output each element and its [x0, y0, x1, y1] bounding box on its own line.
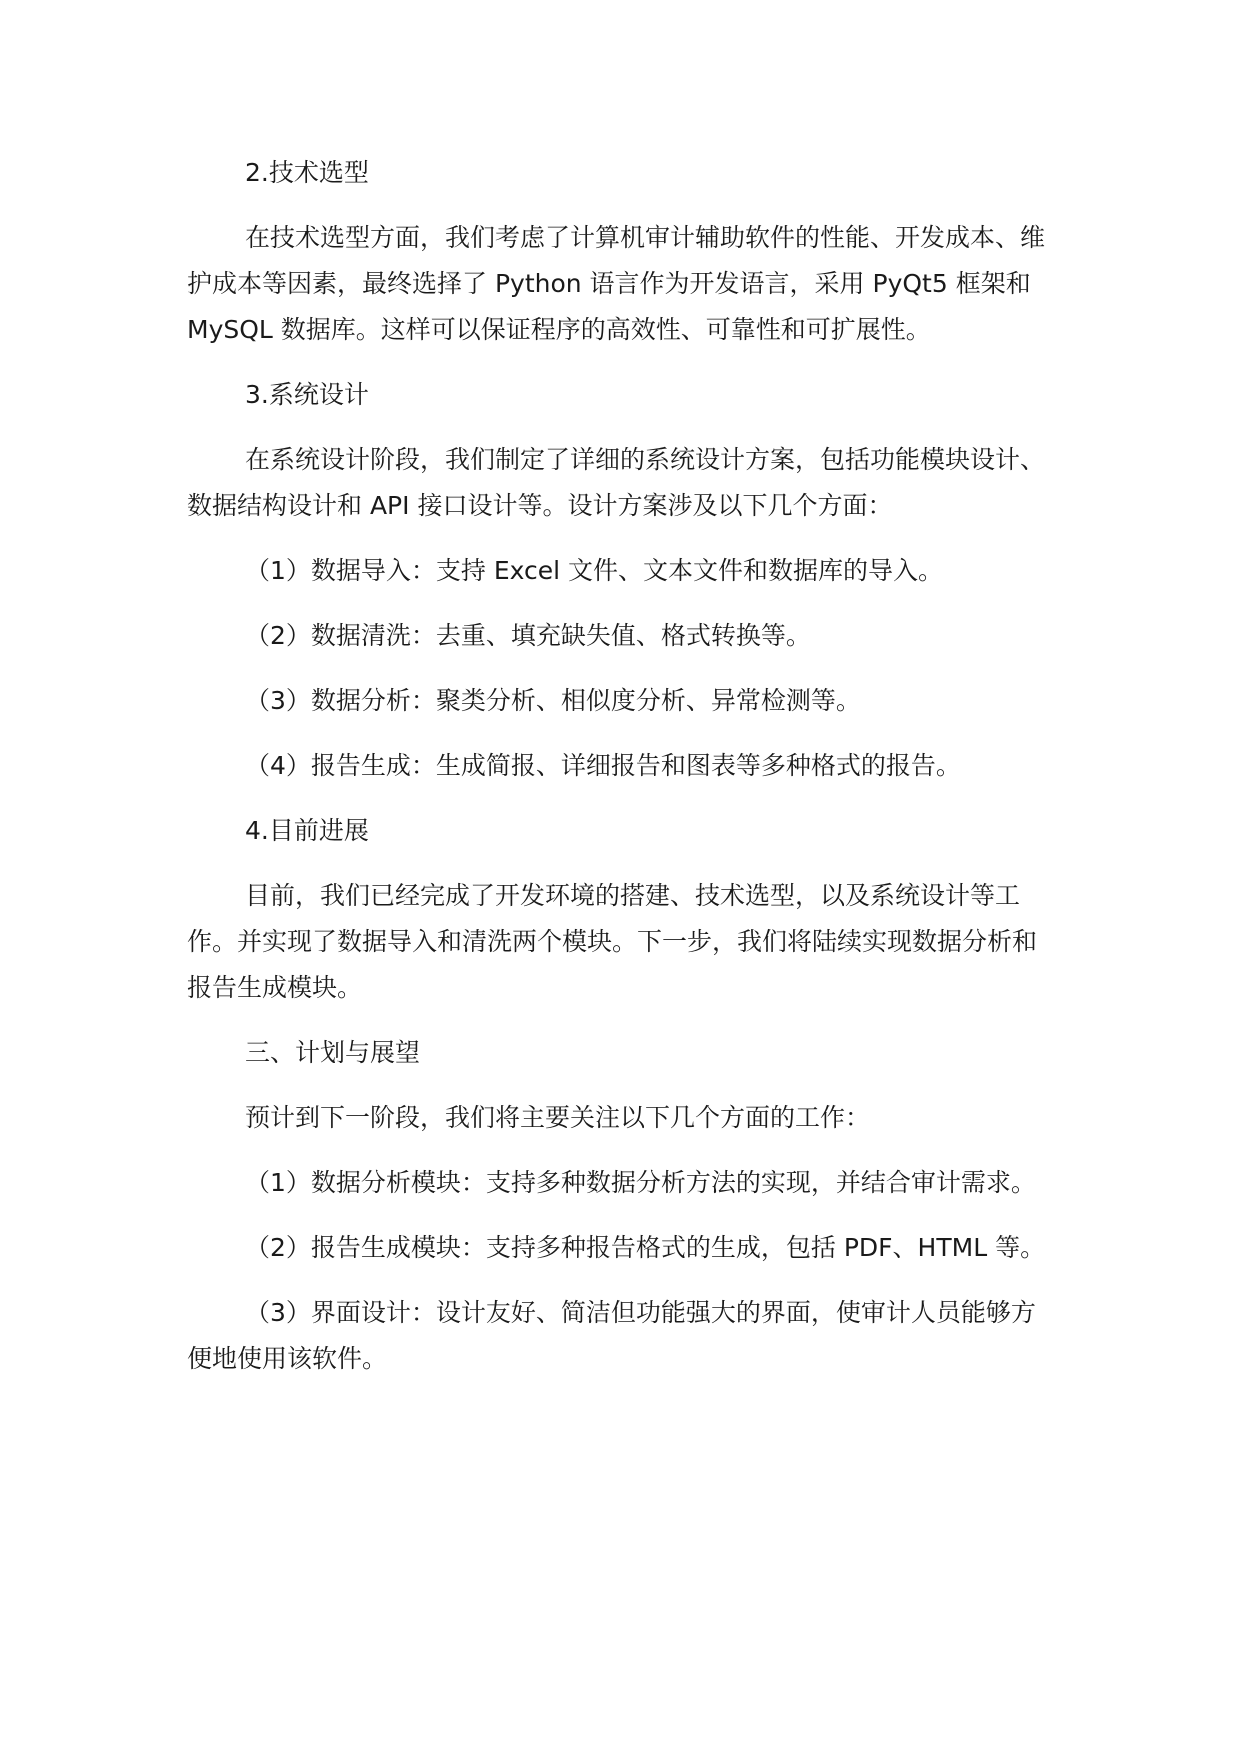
design-list-item: （2）数据清洗：去重、填充缺失值、格式转换等。: [245, 621, 811, 650]
heading-system-design: 3.系统设计: [245, 380, 369, 409]
plan-intro-paragraph: 预计到下一阶段，我们将主要关注以下几个方面的工作：: [245, 1103, 871, 1132]
design-list-item: （3）数据分析：聚类分析、相似度分析、异常检测等。: [245, 686, 861, 715]
design-list-item: （1）数据导入：支持 Excel 文件、文本文件和数据库的导入。: [245, 556, 944, 585]
document-body: [187, 150, 1052, 1382]
plan-list-item: （1）数据分析模块：支持多种数据分析方法的实现，并结合审计需求。: [245, 1168, 1036, 1197]
design-list-item: （4）报告生成：生成简报、详细报告和图表等多种格式的报告。: [245, 751, 961, 780]
system-design-paragraph: 在系统设计阶段，我们制定了详细的系统设计方案，包括功能模块设计、数据结构设计和 API 接口设计等。设计方案涉及以下几个方面：: [187, 445, 1046, 520]
progress-paragraph: 目前，我们已经完成了开发环境的搭建、技术选型，以及系统设计等工作。并实现了数据导入和清洗两个模块。下一步，我们将陆续实现数据分析和报告生成模块。: [187, 881, 1038, 1002]
tech-selection-paragraph: 在技术选型方面，我们考虑了计算机审计辅助软件的性能、开发成本、维护成本等因素，最终选择了 Python 语言作为开发语言，采用 PyQt5 框架和 MySQL 数据库。这样可以保证程序的高效性、可靠性和可扩展性。: [187, 223, 1046, 344]
plan-list-item: （3）界面设计：设计友好、简洁但功能强大的界面，使审计人员能够方便地使用该软件。: [187, 1298, 1036, 1373]
heading-plan: 三、计划与展望: [245, 1038, 421, 1067]
heading-tech-selection: 2.技术选型: [245, 158, 369, 187]
plan-list-item: （2）报告生成模块：支持多种报告格式的生成，包括 PDF、HTML 等。: [245, 1233, 1046, 1262]
heading-progress: 4.目前进展: [245, 816, 369, 845]
